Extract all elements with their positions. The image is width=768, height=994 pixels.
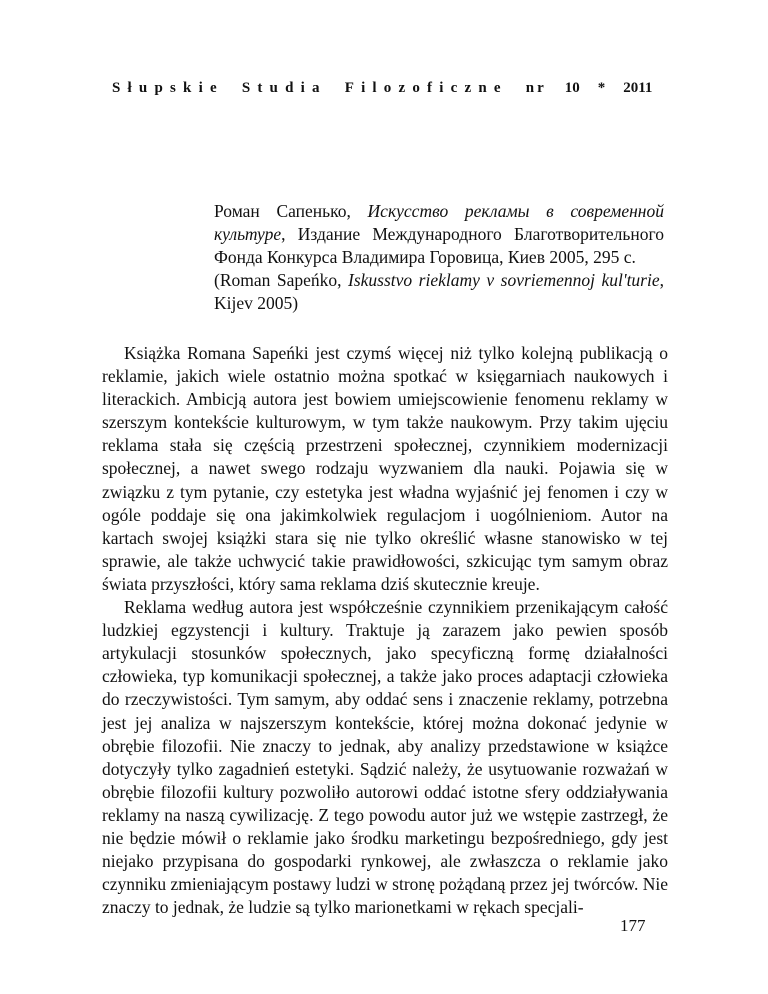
issue-label: nr	[525, 80, 547, 96]
citation-title-ru: Искусство рекламы в современной культуре	[214, 201, 664, 244]
page-number: 177	[620, 916, 646, 935]
running-header	[112, 80, 652, 97]
journal-word-1: Słupskie	[112, 80, 224, 96]
citation-transliteration	[214, 269, 664, 315]
citation-russian	[214, 200, 664, 269]
issue-number: 10	[564, 80, 580, 96]
journal-word-3: Filozoficzne	[344, 80, 508, 96]
journal-word-2: Studia	[241, 80, 327, 96]
header-year: 2011	[623, 80, 653, 96]
header-separator: *	[597, 80, 606, 96]
review-body	[102, 342, 668, 919]
citation-author-ru: Роман Сапенько,	[214, 201, 368, 221]
citation-place-translit: , Kijev 2005)	[214, 270, 665, 313]
paragraph-1: Książka Romana Sapeńki jest czymś więcej niż tylko kolejną publikacją o reklamie, jakich wiele ostatnio można spotkać w księgarniach naukowych i literackich. Ambicją autora jest bowiem umiejscowienie fenomenu reklamy w szerszym kontekście kulturowym, w tym także naukowym. Przy takim ujęciu reklama stała się częścią przestrzeni społecznej, czynnikiem modernizacji społecznej, a nawet swego rodzaju wyzwaniem dla nauki. Pojawia się w związku z tym pytanie, czy estetyka jest władna wyjaśnić jej fenomen i czy w ogóle poddaje się ona jakimkolwiek regulacjom i uogólnieniom. Autor na kartach swojej książki stara się nie tylko określić własne stanowisko w tej sprawie, ale także uchwycić takie prawidłowości, szkicując tym samym obraz świata przyszłości, który sama reklama dziś skutecznie kreuje.	[102, 343, 668, 594]
paragraph-2: Reklama według autora jest współcześnie czynnikiem przenikającym całość ludzkiej egzystencji i kultury. Traktuje ją zarazem jako pewien sposób artykulacji stosunków społecznych, jako specyficzną formę działalności człowieka, typ komunikacji społecznej, a także jako proces adaptacji człowieka do rzeczywistości. Tym samym, aby oddać sens i znaczenie reklamy, potrzebna jest jej analiza w najszerszym kontekście, której można dokonać jedynie w obrębie filozofii. Nie znaczy to jednak, aby analizy przedstawione w książce dotyczyły tylko zagadnień estetyki. Sądzić należy, że usytuowanie rozważań w obrębie filozofii kultury pozwoliło autorowi oddać istotne sfery oddziaływania reklamy na naszą cywilizację. Z tego powodu autor już we wstępie zastrzegł, że nie będzie mówił o reklamie jako środku marketingu bezpośredniego, gdy jest niejako przypisana do gospodarki rynkowej, ale zwłaszcza o reklamie jako czynniku zmieniającym postawy ludzi w stronę pożądaną przez jej twórców. Nie znaczy to jednak, że ludzie są tylko marionetkami w rękach specjali-	[102, 597, 668, 918]
citation-author-translit: (Roman Sapeńko,	[214, 270, 349, 290]
citation-publisher-ru: , Издание Международного Благотворительного Фонда Конкурса Владимира Горовица, Киев 2005, 295 с.	[214, 224, 664, 267]
book-citation	[214, 200, 664, 315]
citation-title-translit: Iskusstvo rieklamy v sovriemennoj kul'turie	[348, 270, 660, 290]
